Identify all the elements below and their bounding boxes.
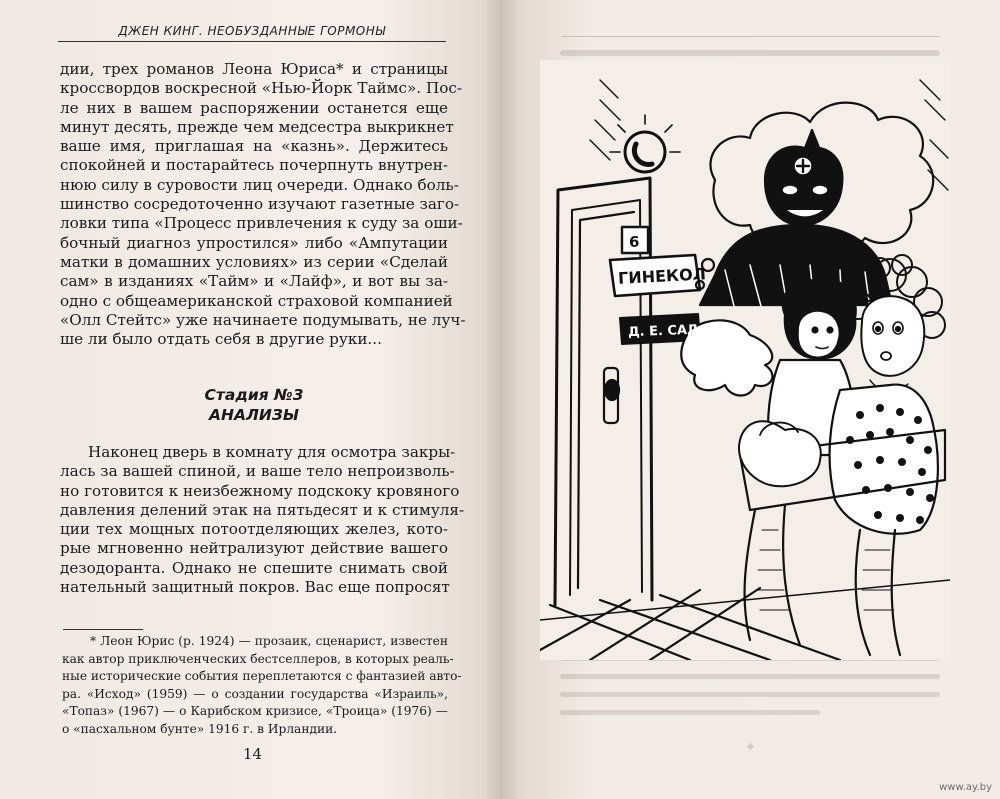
text-line: дезодоранта. Однако не спешите снимать свой (60, 558, 448, 577)
text-line: дии, трех романов Леона Юриса* и страницы (60, 60, 448, 78)
text-line: ваше имя, приглашая на «казнь». Держитесь (60, 137, 448, 156)
stage-title-line-1: Стадия №3 (204, 386, 304, 404)
text-line: нюю силу в суровости лиц очереди. Однако боль- (60, 175, 459, 194)
text-line: спокойней и постарайтесь почерпнуть внутрен- (60, 156, 448, 175)
text-line: ные исторические события переплетаются с фантазией авто- (62, 669, 462, 684)
running-head: ДЖЕН КИНГ. НЕОБУЗДАННЫЕ ГОРМОНЫ (58, 24, 446, 42)
text-line: ловки типа «Процесс привлечения к суду за оши- (60, 214, 463, 233)
text-line: рые мгновенно нейтрализуют действие вашего (60, 539, 448, 558)
text-line: минут десять, прежде чем медсестра выкрикнет (60, 117, 454, 136)
text-line: бочный диагноз упростился» либо «Ампутации (60, 233, 448, 252)
text-line: сам» в изданиях «Тайм» и «Лайф», и вот вы за- (60, 272, 448, 291)
text-line: нательный защитный покров. Вас еще попросят (60, 578, 450, 597)
text-line: кроссвордов воскресной «Нью-Йорк Таймс». Пос- (60, 79, 462, 98)
text-line: «Топаз» (1967) — о Карибском кризисе, «Троица» (1976) — (62, 704, 448, 719)
text-line: * Леон Юрис (р. 1924) — прозаик, сценарист, известен (90, 634, 448, 648)
footnote-rule (63, 629, 143, 630)
cartoon-illustration (540, 60, 950, 660)
text-line: одно с общеамериканской страховой компанией (60, 291, 453, 310)
text-line: как автор приключенческих бестселлеров, в которых реаль- (62, 651, 454, 666)
text-line: ле них в вашем распоряжении останется еще (60, 98, 448, 117)
text-line: «Олл Стейтс» уже начинаете подумывать, не луч- (60, 310, 466, 329)
paragraph-2 (60, 443, 465, 597)
footnote (62, 633, 462, 739)
text-line: шинство сосредоточенно изучают газетные заго- (60, 195, 460, 214)
watermark: www.ay.by (939, 782, 992, 793)
text-line: матки в домашних условиях» из серии «Сделай (60, 252, 448, 271)
door-sign-text: ГИНЕКОЛ (617, 264, 707, 288)
name-plate-text: Д. Е. САД (627, 322, 699, 341)
right-page-rule (562, 36, 940, 37)
text-line: ше ли было отдать себя в другие руки... (60, 330, 382, 349)
page-number: 14 (243, 745, 263, 763)
stage-title-line-2: АНАЛИЗЫ (209, 406, 299, 424)
door-number: 6 (629, 233, 640, 251)
stage-title (60, 385, 448, 425)
paragraph-1 (60, 60, 466, 349)
text-line: о «пасхальном бунте» 1916 г. в Ирландии. (62, 721, 338, 736)
text-line: лась за вашей спиной, и ваше тело непроизволь- (60, 462, 455, 481)
text-line: но готовится к неизбежному подскоку кровяного (60, 481, 460, 500)
text-line: давления делений этак на пятьдесят и к стимуля- (60, 500, 465, 519)
text-line: Наконец дверь в комнату для осмотра закры- (88, 443, 456, 461)
text-line: ции тех мощных потоотделяющих желез, кото- (60, 520, 448, 539)
text-line: ра. «Исход» (1959) — о создании государства «Израиль», (62, 686, 448, 701)
right-page-number-ghost: ✦ (744, 738, 757, 756)
